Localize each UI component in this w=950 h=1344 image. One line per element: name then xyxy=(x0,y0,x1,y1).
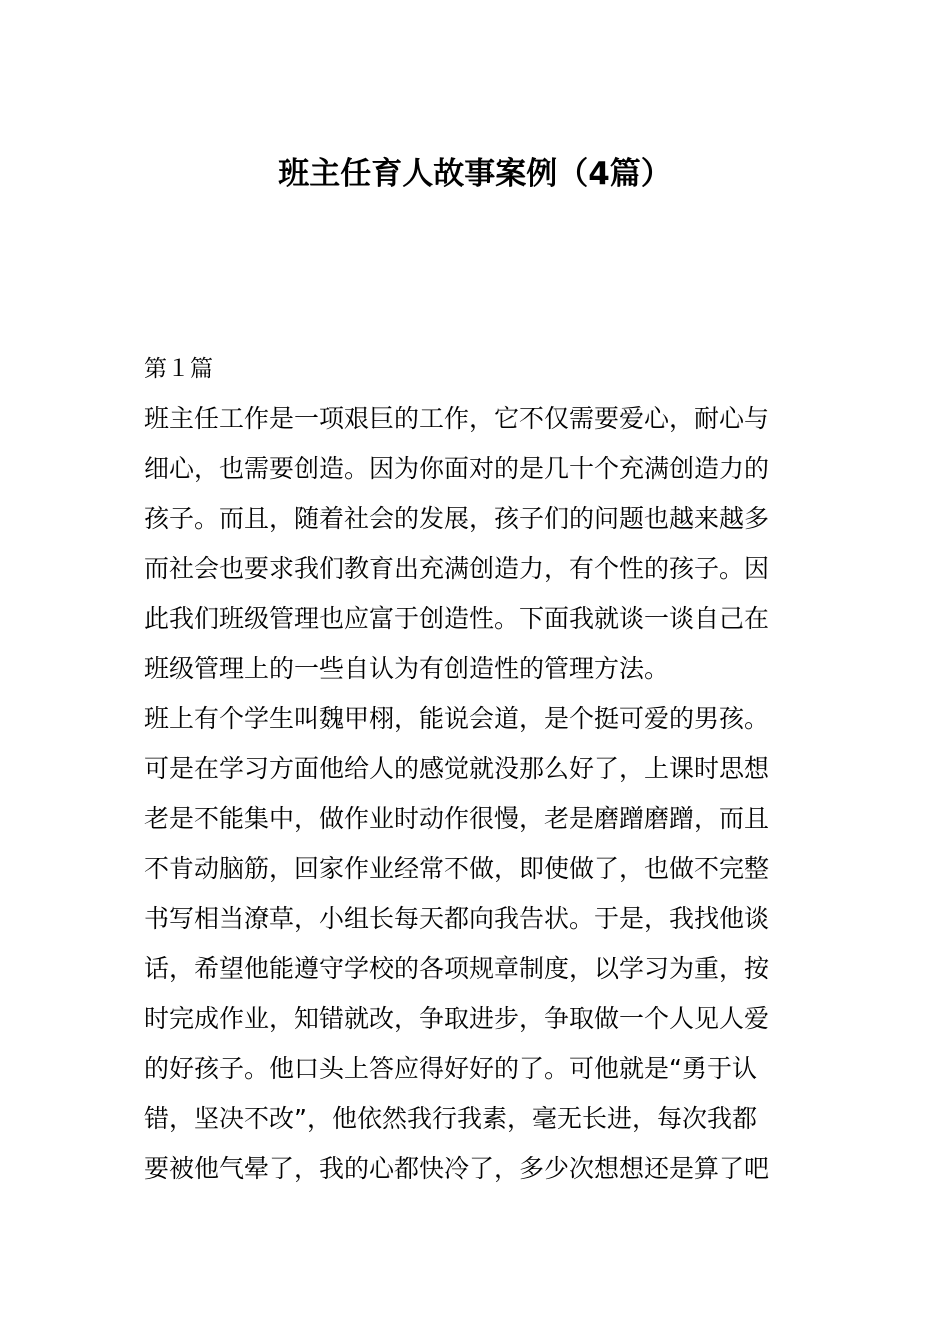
section-heading: 第１篇 xyxy=(144,356,213,382)
body-line: 可是在学习方面他给人的感觉就没那么好了，上课时思想 xyxy=(144,754,770,783)
body-line: 孩子。而且，随着社会的发展，孩子们的问题也越来越多 xyxy=(144,504,770,533)
body-line: 的好孩子。他口头上答应得好好的了。可他就是“勇于认 xyxy=(144,1054,757,1083)
body-line: 话，希望他能遵守学校的各项规章制度，以学习为重，按 xyxy=(144,954,770,983)
body-line: 错，坚决不改”，他依然我行我素，毫无长进，每次我都 xyxy=(144,1104,757,1133)
body-line: 老是不能集中，做作业时动作很慢，老是磨蹭磨蹭，而且 xyxy=(144,804,770,833)
body-line: 书写相当潦草，小组长每天都向我告状。于是，我找他谈 xyxy=(144,904,770,933)
body-line: 时完成作业，知错就改，争取进步，争取做一个人见人爱 xyxy=(144,1004,770,1033)
body-line: 细心，也需要创造。因为你面对的是几十个充满创造力的 xyxy=(144,454,770,483)
body-line: 要被他气晕了，我的心都快冷了，多少次想想还是算了吧 xyxy=(144,1154,770,1183)
body-line: 不肯动脑筋，回家作业经常不做，即使做了，也做不完整 xyxy=(144,854,770,883)
body-line: 班上有个学生叫魏甲栩，能说会道，是个挺可爱的男孩。 xyxy=(144,704,770,733)
body-line: 班主任工作是一项艰巨的工作，它不仅需要爱心，耐心与 xyxy=(144,404,770,433)
body-line: 而社会也要求我们教育出充满创造力，有个性的孩子。因 xyxy=(144,554,770,583)
body-line: 班级管理上的一些自认为有创造性的管理方法。 xyxy=(144,654,670,683)
body-line: 此我们班级管理也应富于创造性。下面我就谈一谈自己在 xyxy=(144,604,770,633)
document-body xyxy=(144,344,814,1194)
document-title: 班主任育人故事案例（4篇） xyxy=(278,156,672,192)
